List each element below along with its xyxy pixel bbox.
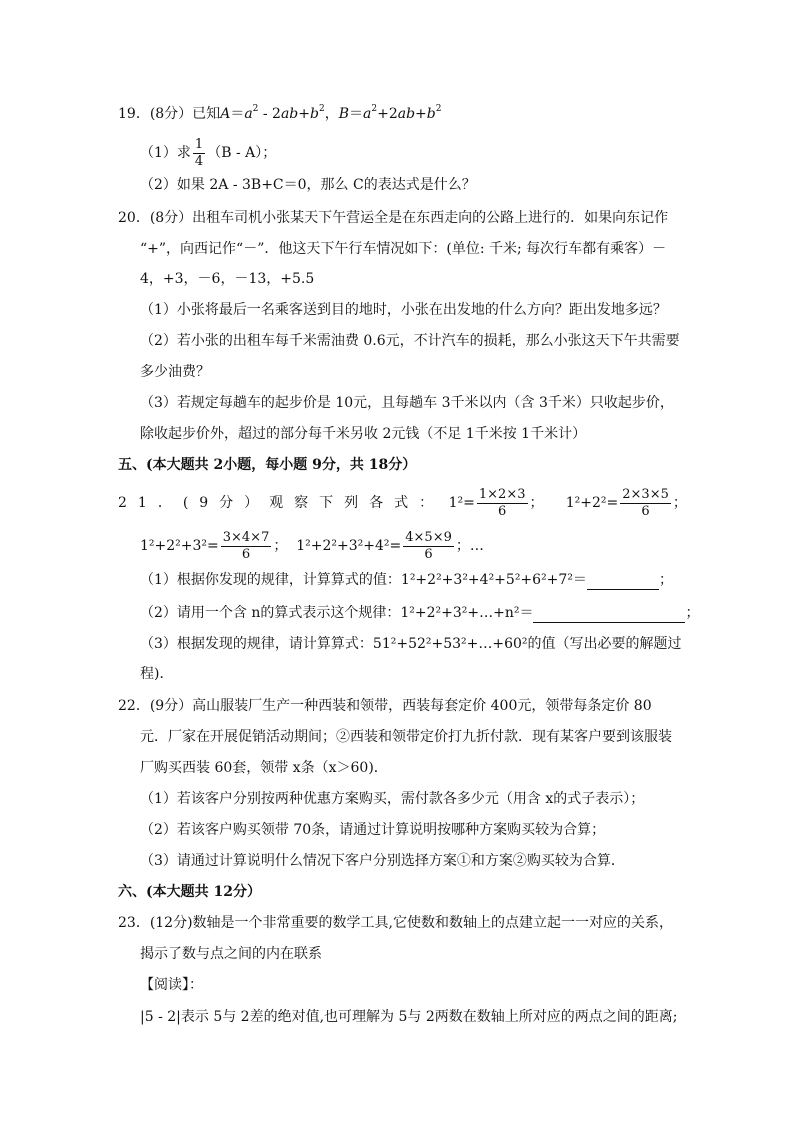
term: a — [363, 106, 372, 122]
numerator: 4×5×9 — [405, 529, 452, 545]
term: b — [310, 106, 319, 122]
equals: ＝ — [349, 106, 363, 122]
q21-part2 — [140, 603, 699, 623]
numerator: 2×3×5 — [622, 486, 669, 502]
exponent: 2 — [252, 104, 259, 114]
q22-line2: 元．厂家在开展促销活动期间；②西装和领带定价打九折付款．现有某客户要到该服装 — [140, 729, 672, 745]
q19-head — [118, 104, 441, 124]
exponent: 2 — [371, 104, 378, 114]
term: a — [244, 106, 253, 122]
q22-part3: （3）请通过计算说明什么情况下客户分别选择方案①和方案②购买较为合算． — [140, 853, 625, 869]
q21-formulas — [140, 528, 484, 564]
q20-part2b: 多少油费？ — [140, 364, 210, 380]
part-text: （1）根据你发现的规律，计算算式的值：1²+2²+3²+4²+5²+6²+7²＝ — [140, 572, 587, 588]
term: ab — [280, 106, 299, 122]
numerator: 1×2×3 — [478, 486, 526, 502]
term: b — [426, 106, 436, 122]
q20-line2: “+”，向西记作“－”．他这天下午行车情况如下：(单位: 千米; 每次行车都有乘客）－ — [140, 241, 667, 257]
numerator: 1 — [194, 136, 204, 152]
q20-part3a: （3）若规定每趟车的起步价是 10元，且每趟车 3千米以内（含 3千米）只收起步价， — [140, 395, 674, 411]
semicolon: ； — [273, 538, 288, 554]
denominator: 6 — [241, 546, 251, 562]
q21-part3b: 程)． — [140, 666, 174, 682]
q19-part2: （2）如果 2A - 3B+C＝0，那么 C的表达式是什么？ — [140, 177, 476, 193]
section-5-heading: 五、(本大题共 2小题，每小题 9分，共 18分） — [118, 457, 417, 473]
q19-label: 19．(8分）已知 — [118, 106, 221, 122]
term: + — [415, 106, 427, 122]
exponent: 2 — [435, 104, 442, 114]
denominator: 6 — [498, 503, 507, 519]
formula-lhs: 1²+2²= — [565, 495, 619, 511]
q20-line3: 4，+3，－6，－13，+5.5 — [140, 271, 315, 287]
q19-part1 — [140, 136, 276, 170]
q21-part1 — [140, 570, 673, 590]
answer-blank[interactable] — [533, 607, 685, 623]
part-label: （1）求 — [140, 145, 191, 161]
semicolon: ； — [685, 605, 700, 621]
denominator: 4 — [194, 153, 204, 169]
denominator: 6 — [424, 546, 433, 562]
q22-line1: 22．(9分）高山服装厂生产一种西装和领带，西装每套定价 400元，领带每条定价 80 — [118, 698, 652, 714]
part-text: （2）请用一个含 n的算式表示这个规律：1²+2²+3²+…+n²＝ — [140, 605, 534, 621]
term: +2 — [377, 106, 398, 122]
fraction — [477, 487, 528, 520]
equals: ＝ — [230, 106, 245, 122]
q22-part1: （1）若该客户分别按两种优惠方案购买，需付款各多少元（用含 x的式子表示）； — [140, 791, 645, 807]
exponent: 2 — [318, 104, 325, 114]
semicolon: ； — [529, 495, 544, 511]
q20-part2a: （2）若小张的出租车每千米需油费 0.6元，不计汽车的损耗，那么小张这天下午共需要 — [140, 333, 680, 349]
q20-part3b: 除收起步价外，超过的部分每千米另收 2元钱（不足 1千米按 1千米计） — [140, 426, 587, 442]
term: - 2 — [258, 106, 281, 122]
var-b: B — [338, 106, 349, 122]
term: + — [298, 106, 310, 122]
q23-line2: 揭示了数与点之间的内在联系 — [140, 946, 322, 962]
q21-part3a: （3）根据发现的规律，请计算算式：51²+52²+53²+…+60²的值（写出必要的解题过 — [140, 636, 682, 652]
section-6-heading: 六、(本大题共 12分） — [118, 884, 261, 900]
denominator: 6 — [641, 503, 650, 519]
fraction — [403, 530, 454, 563]
semicolon: ； — [658, 572, 673, 588]
formula-lhs: 1²+2²+3²+4²= — [296, 538, 402, 554]
q21-label: 21．(9分）观察下列各式： — [118, 495, 445, 511]
answer-blank[interactable] — [587, 574, 659, 590]
fraction — [620, 487, 671, 520]
ellipsis: ；… — [455, 538, 484, 554]
fraction — [193, 137, 205, 170]
fraction — [221, 530, 272, 563]
formula-lhs: 1²= — [448, 495, 475, 511]
var-a: A — [220, 106, 231, 122]
q23-line3: |5 - 2|表示 5与 2差的绝对值,也可理解为 5与 2两数在数轴上所对应的两点之间的距离; — [140, 1009, 678, 1025]
q22-line3: 厂购买西装 60套，领带 x条（x＞60)． — [140, 760, 388, 776]
q22-part2: （2）若该客户购买领带 70条，请通过计算说明按哪种方案购买较为合算； — [140, 822, 606, 838]
numerator: 3×4×7 — [222, 529, 270, 545]
q21-head — [118, 485, 687, 521]
q23-line1: 23．(12分)数轴是一个非常重要的数学工具,它使数和数轴上的点建立起一一对应的关系， — [118, 915, 674, 931]
term: ab — [397, 106, 416, 122]
semicolon: ； — [672, 495, 687, 511]
q23-read-heading: 【阅读】： — [140, 977, 203, 993]
part-text: （B - A）； — [207, 145, 277, 161]
comma: ， — [324, 106, 339, 122]
q20-part1: （1）小张将最后一名乘客送到目的地时，小张在出发地的什么方向？距出发地多远？ — [140, 302, 667, 318]
formula-lhs: 1²+2²+3²= — [140, 538, 219, 554]
q20-line1: 20．(8分）出租车司机小张某天下午营运全是在东西走向的公路上进行的．如果向东记作 — [118, 210, 669, 226]
